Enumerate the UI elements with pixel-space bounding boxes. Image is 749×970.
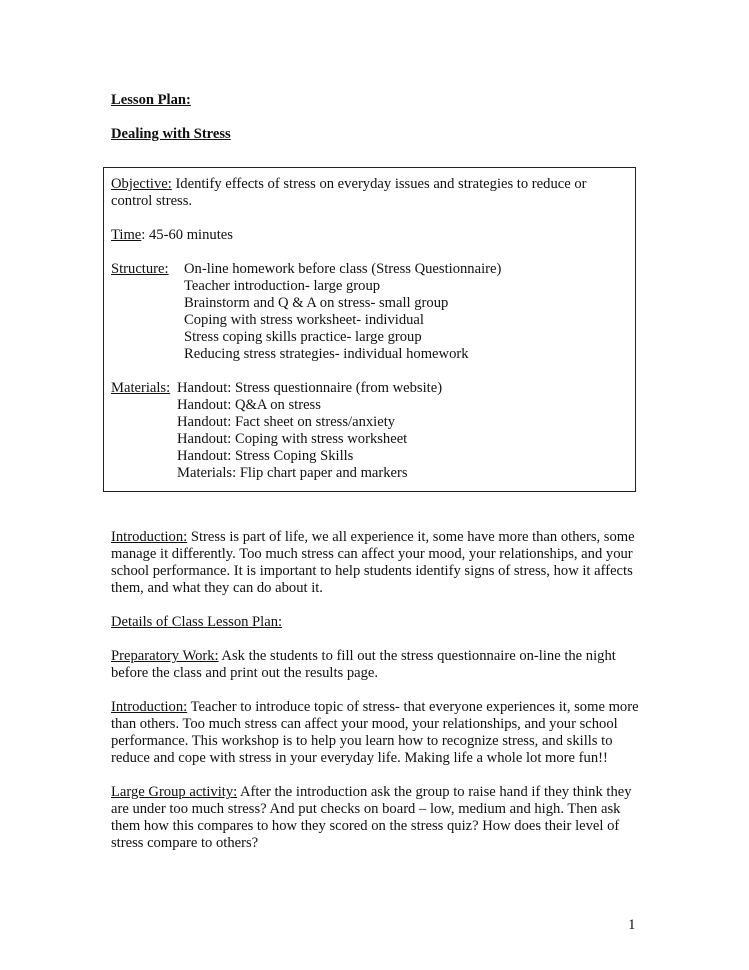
page-number: 1 — [628, 917, 636, 933]
section-label: Introduction: — [111, 699, 188, 715]
preparatory-work-paragraph — [111, 648, 641, 682]
section-text: Stress is part of life, we all experience it, some have more than others, some manage it differently. Too much stress can affect your mood, your relationships, and your school performance. It is important to help students identify signs of stress, how it affects them, and what they can do about it. — [111, 529, 635, 596]
materials-label: Materials: — [111, 380, 171, 396]
teacher-introduction-paragraph — [111, 699, 641, 767]
materials-item: Handout: Coping with stress worksheet — [177, 431, 408, 447]
materials-item: Materials: Flip chart paper and markers — [177, 465, 408, 481]
lesson-plan-label: Lesson Plan: — [111, 92, 191, 108]
section-text: Ask the students to fill out the stress questionnaire on-line the night before the class and print out the results page. — [111, 648, 616, 681]
materials-item: Handout: Q&A on stress — [177, 397, 321, 413]
objective-text: Identify effects of stress on everyday issues and strategies to reduce or control stress. — [111, 176, 587, 209]
structure-item: Coping with stress worksheet- individual — [184, 312, 424, 328]
structure-label: Structure: — [111, 261, 169, 277]
section-label: Preparatory Work: — [111, 648, 219, 664]
materials-section — [111, 380, 628, 482]
large-group-activity-paragraph — [111, 784, 641, 852]
materials-item: Handout: Stress questionnaire (from website) — [177, 380, 443, 396]
materials-list — [177, 380, 442, 482]
details-heading — [111, 614, 641, 631]
structure-section — [111, 261, 628, 363]
introduction-paragraph — [111, 529, 641, 597]
section-text: Teacher to introduce topic of stress- that everyone experiences it, some more than others. Too much stress can affect your mood, your relationships, and your school performance. This workshop is to help you learn how to recognize stress, and skills to reduce and cope with stress in your everyday life. Making life a whole lot more fun!! — [111, 699, 639, 766]
structure-item: Teacher introduction- large group — [184, 278, 381, 294]
section-label: Introduction: — [111, 529, 188, 545]
section-label: Large Group activity: — [111, 784, 238, 800]
time-paragraph — [111, 227, 628, 244]
objective-label: Objective: — [111, 176, 172, 192]
time-text: : 45-60 minutes — [141, 227, 233, 243]
lesson-summary-box — [103, 167, 636, 492]
time-label: Time — [111, 227, 142, 243]
structure-item: Brainstorm and Q & A on stress- small group — [184, 295, 449, 311]
section-label: Details of Class Lesson Plan: — [111, 614, 283, 630]
materials-item: Handout: Stress Coping Skills — [177, 448, 354, 464]
structure-item: On-line homework before class (Stress Questionnaire) — [184, 261, 502, 277]
lesson-title: Dealing with Stress — [111, 126, 231, 142]
objective-paragraph — [111, 176, 628, 210]
structure-list — [184, 261, 501, 363]
lesson-body — [111, 529, 641, 869]
section-text: After the introduction ask the group to raise hand if they think they are under too much stress? And put checks on board – low, medium and high. Then ask them how this compares to how they scored on the stress quiz? How does their level of stress compare to others? — [111, 784, 632, 851]
structure-item: Reducing stress strategies- individual homework — [184, 346, 469, 362]
materials-item: Handout: Fact sheet on stress/anxiety — [177, 414, 396, 430]
structure-item: Stress coping skills practice- large group — [184, 329, 422, 345]
